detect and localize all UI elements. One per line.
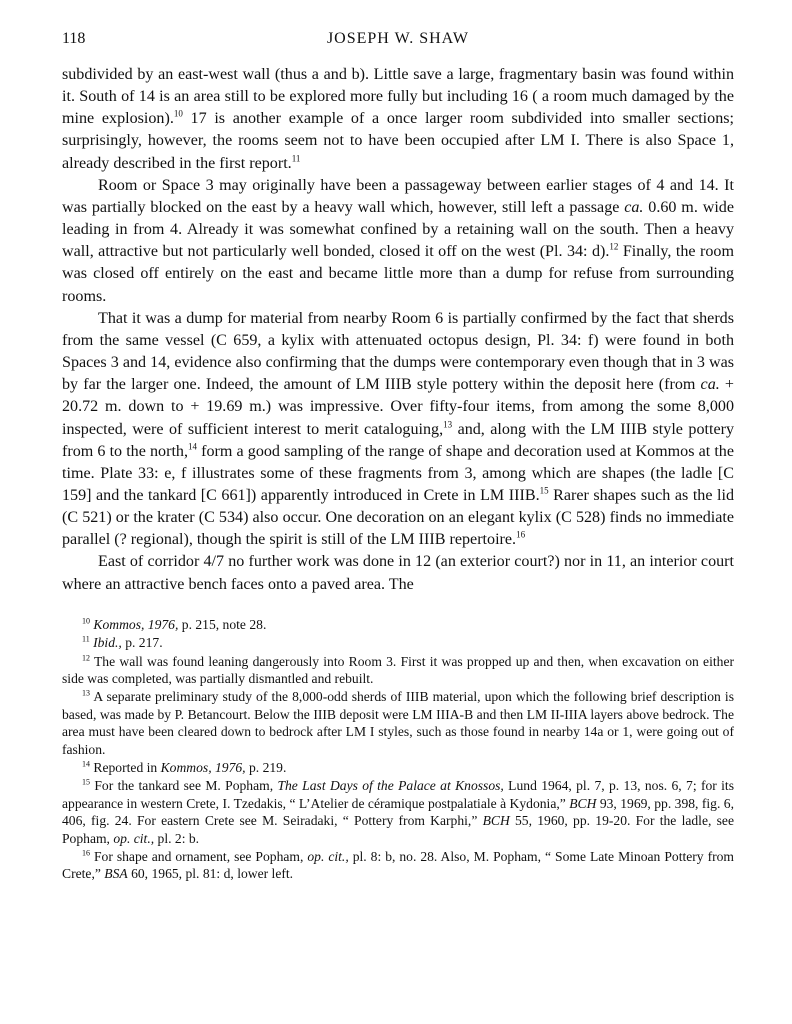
footnote-13: $^{13}$ A separate preliminary study of the 8,000-odd sherds of IIIB material, upon which the following brief description is based, was made by P. Betancourt. Below the IIIB deposit were LM IIIA-B and then LM II-IIIA layers above bedrock. The area must have been cleared down to bedrock after LM I styles, such as those found in nearby 14a or 1, were going out of fashion. (62, 688, 734, 757)
paragraph-2: Room or Space 3 may originally have been a passageway between earlier stages of 4 and 14. It was partially blocked on the east by a heavy wall which, however, still left a passage ca. 0.60 m. wide leading in from 4. Already it was somewhat confined by a retaining wall on the south. Then a heavy wall, attractive but not particularly well bonded, closed it off on the west (Pl. 34: d).$^{12}$ Finally, the room was closed off entirely on the east and became little more than a dump for refuse from surrounding rooms. (62, 176, 734, 305)
footnote-ref-10[interactable]: 10 (173, 108, 183, 119)
footnote-ref-16[interactable]: 16 (516, 529, 526, 540)
footnote-11: $^{11}$ Ibid., p. 217. (82, 634, 163, 651)
footnotes (62, 616, 734, 883)
footnote-15: $^{15}$ For the tankard see M. Popham, The Last Days of the Palace at Knossos, Lund 1964, pl. 7, p. 13, nos. 6, 7; for its appearance in western Crete, I. Tzedakis, “ L’Atelier de céramique postpalatiale à Kydonia,” BCH 93, 1969, pp. 398, fig. 6, 406, fig. 24. For eastern Crete see M. Seiradaki, “ Pottery from Karphi,” BCH 55, 1960, pp. 19-20. For the ladle, see Popham, op. cit., pl. 2: b. (62, 777, 734, 846)
running-title: JOSEPH W. SHAW (326, 30, 470, 47)
footnote-ref-12[interactable]: 12 (609, 241, 619, 252)
paragraph-3: That it was a dump for material from nearby Room 6 is partially confirmed by the fact that sherds from the same vessel (C 659, a kylix with attenuated octopus design, Pl. 34: f) were found in both Spaces 3 and 14, evidence also confirming that the dumps were contemporary even though that in 3 was by far the larger one. Indeed, the amount of LM IIIB style pottery within the deposit here (from ca. + 20.72 m. down to + 19.69 m.) was impressive. Over fifty-four items, from among the some 8,000 inspected, were of sufficient interest to merit cataloguing,$^{13}$ and, along with the LM IIIB style pottery from 6 to the north,$^{14}$ form a good sampling of the range of shape and decoration used at Kommos at the time. Plate 33: e, f illustrates some of these fragments from 3, among which are shapes (the ladle [C 159] and the tankard [C 661]) apparently introduced in Crete in LM IIIB.$^{15}$ Rarer shapes such as the lid (C 521) or the krater (C 534) also occur. One decoration on an elegant kylix (C 528) finds no immediate parallel (? regional), though the spirit is still of the LM IIIB repertoire.$^{16}$ (62, 309, 735, 549)
footnote-14: $^{14}$ Reported in Kommos, 1976, p. 219. (82, 759, 287, 775)
document-page (62, 30, 734, 884)
footnote-ref-11[interactable]: 11 (291, 153, 301, 164)
paragraph-1: subdivided by an east-west wall (thus a and b). Little save a large, fragmentary basin was found within it. South of 14 is an area still to be explored more fully but including 16 ( a room much damaged by the mine explosion).$^{10}$ 17 is another example of a once larger room subdivided into smaller sections; surprisingly, however, the rooms seem not to have been occupied after LM I. There is also Space 1, already described in the first report.$^{11}$ (62, 66, 734, 172)
footnote-10: $^{10}$ Kommos, 1976, p. 215, note 28. (82, 616, 267, 632)
paragraph-4: East of corridor 4/7 no further work was done in 12 (an exterior court?) nor in 11, an interior court where an attractive bench faces onto a paved area. The (62, 553, 734, 593)
page-number: 118 (62, 30, 86, 47)
page-header (62, 30, 734, 54)
footnote-16: $^{16}$ For shape and ornament, see Popham, op. cit., pl. 8: b, no. 28. Also, M. Popham, “ Some Late Minoan Pottery from Crete,” BSA 60, 1965, pl. 81: d, lower left. (62, 848, 735, 882)
body-text (62, 64, 734, 596)
footnote-ref-13[interactable]: 13 (443, 419, 453, 430)
footnote-ref-14[interactable]: 14 (188, 441, 197, 452)
footnote-12: $^{12}$ The wall was found leaning dangerously into Room 3. First it was propped up and then, when excavation on either side was completed, was partially dismantled and rebuilt. (62, 653, 735, 686)
footnote-ref-15[interactable]: 15 (539, 485, 549, 496)
